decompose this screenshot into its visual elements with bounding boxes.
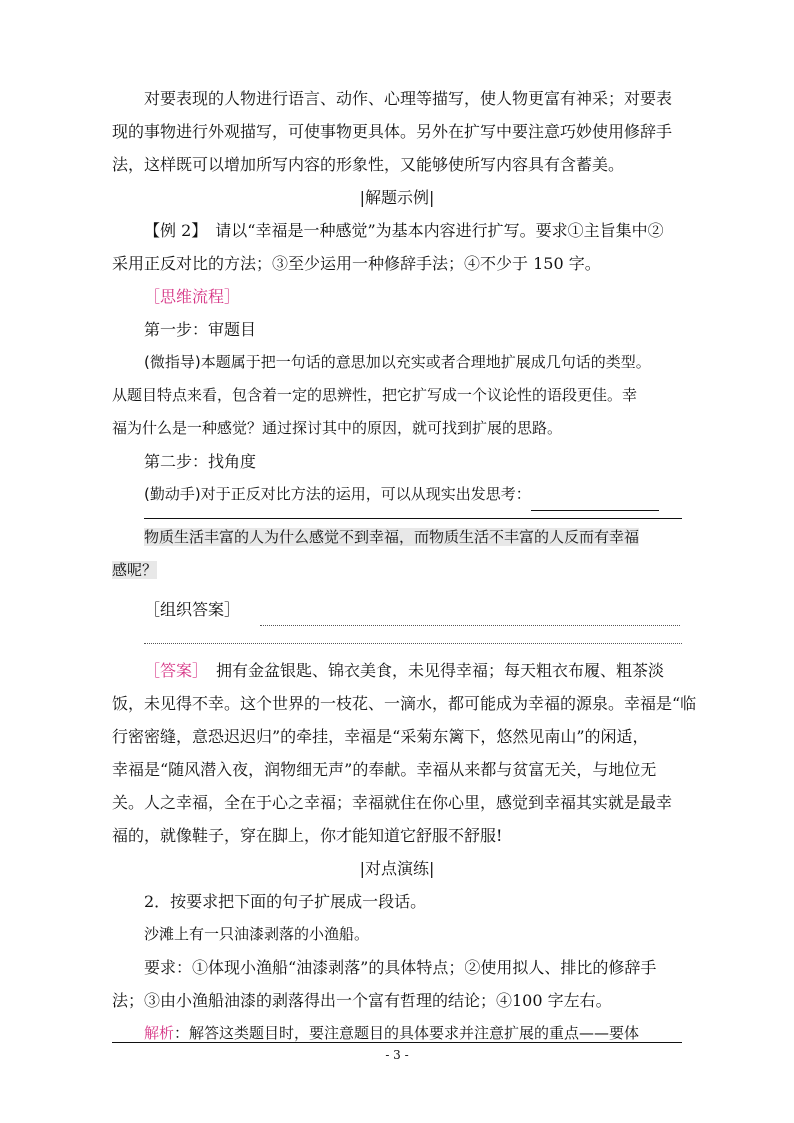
- answer-line-2: 饭，未见得不幸。这个世界的一枝花、一滴水，都可能成为幸福的源泉。幸福是“临: [112, 694, 697, 713]
- organize-answer-dotted-line[interactable]: [260, 607, 680, 626]
- section-title-solving-example: |解题示例|: [359, 188, 435, 207]
- thinking-process-title: ［思维流程］: [144, 287, 241, 306]
- exercise-question: 2．按要求把下面的句子扩展成一段话。: [144, 892, 427, 911]
- step2-hint-line: [112, 478, 682, 511]
- step1-hint-line-3: 福为什么是一种感觉？通过探讨其中的原因，就可找到扩展的思路。: [112, 419, 563, 437]
- step1-hint-line-2: 从题目特点来看，包含着一定的思辨性，把它扩写成一个议论性的语段更佳。幸: [112, 386, 638, 404]
- answer-line-1: [112, 654, 682, 687]
- example-text-1: 请以“幸福是一种感觉”为基本内容进行扩写。要求①主旨集中②: [199, 221, 664, 240]
- intro-line-1: 对要表现的人物进行语言、动作、心理等描写，使人物更富有神采；对要表: [144, 89, 673, 108]
- exercise-analysis-line: [112, 1017, 682, 1050]
- answer-line-4: 幸福是“随风潜入夜，润物细无声”的奉献。幸福从来都与贫富无关，与地位无: [112, 760, 657, 779]
- step2-title: 第二步：找角度: [144, 452, 257, 471]
- answer-label: ［答案］: [144, 661, 201, 680]
- step1-title: 第一步：审题目: [144, 320, 257, 339]
- fill-blank-line[interactable]: [531, 492, 659, 511]
- step1-hint-label: (微指导): [144, 353, 201, 371]
- answer-line-3: 行密密缝，意恐迟迟归”的牵挂，幸福是“采菊东篱下，悠然见南山”的闲适，: [112, 727, 649, 746]
- intro-line-3: 法，这样既可以增加所写内容的形象性，又能够使所写内容具有含蓄美。: [112, 155, 625, 174]
- document-page: [112, 82, 697, 1050]
- step2-answer-line-2: [112, 554, 682, 587]
- analysis-text: ：解答这类题目时，要注意题目的具体要求并注意扩展的重点——要体: [174, 1024, 640, 1042]
- intro-line-2: 现的事物进行外观描写，可使事物更具体。另外在扩写中要注意巧妙使用修辞手: [112, 122, 673, 141]
- organize-answer-title: ［组织答案］: [144, 600, 241, 619]
- step2-answer-text-1: 物质生活丰富的人为什么感觉不到幸福，而物质生活不丰富的人反而有幸福: [144, 528, 640, 546]
- section-title-practice: |对点演练|: [359, 859, 435, 878]
- example-line-1: [112, 214, 682, 247]
- step2-hint-label: (勤动手): [144, 485, 201, 503]
- answer-line-6: 福的，就像鞋子，穿在脚上，你才能知道它舒服不舒服!: [112, 826, 503, 845]
- exercise-requirement-line-2: 法；③由小渔船油漆的剥落得出一个富有哲理的结论；④100 字左右。: [112, 991, 612, 1010]
- page-number: - 3 -: [385, 1048, 409, 1062]
- example-line-2: 采用正反对比的方法；③至少运用一种修辞手法；④不少于 150 字。: [112, 254, 601, 273]
- step1-hint-line-1: [112, 346, 682, 379]
- step1-hint-text-1: 本题属于把一句话的意思加以充实或者合理地扩展成几句话的类型。: [200, 353, 651, 371]
- example-label: 【例 2】: [144, 221, 200, 240]
- step2-answer-text-2: 感呢？: [112, 561, 158, 579]
- step2-answer-line-1: [112, 521, 682, 554]
- footer-rule: [112, 1042, 682, 1043]
- organize-answer-line: [112, 593, 682, 626]
- exercise-requirement-line-1: 要求：①体现小渔船“油漆剥落”的具体特点；②使用拟人、排比的修辞手: [144, 958, 657, 977]
- fill-blank-rule: [144, 517, 682, 519]
- step2-hint-text: 对于正反对比方法的运用，可以从现实出发思考：: [200, 485, 531, 503]
- answer-text-1: 拥有金盆银匙、锦衣美食，未见得幸福；每天粗衣布履、粗茶淡: [200, 661, 665, 680]
- exercise-sentence: 沙滩上有一只油漆剥落的小渔船。: [144, 925, 370, 943]
- organize-answer-dotted-rule: [144, 642, 682, 644]
- answer-line-5: 关。人之幸福，全在于心之幸福；幸福就住在你心里，感觉到幸福其实就是最幸: [112, 793, 673, 812]
- analysis-label: 解析: [144, 1024, 175, 1042]
